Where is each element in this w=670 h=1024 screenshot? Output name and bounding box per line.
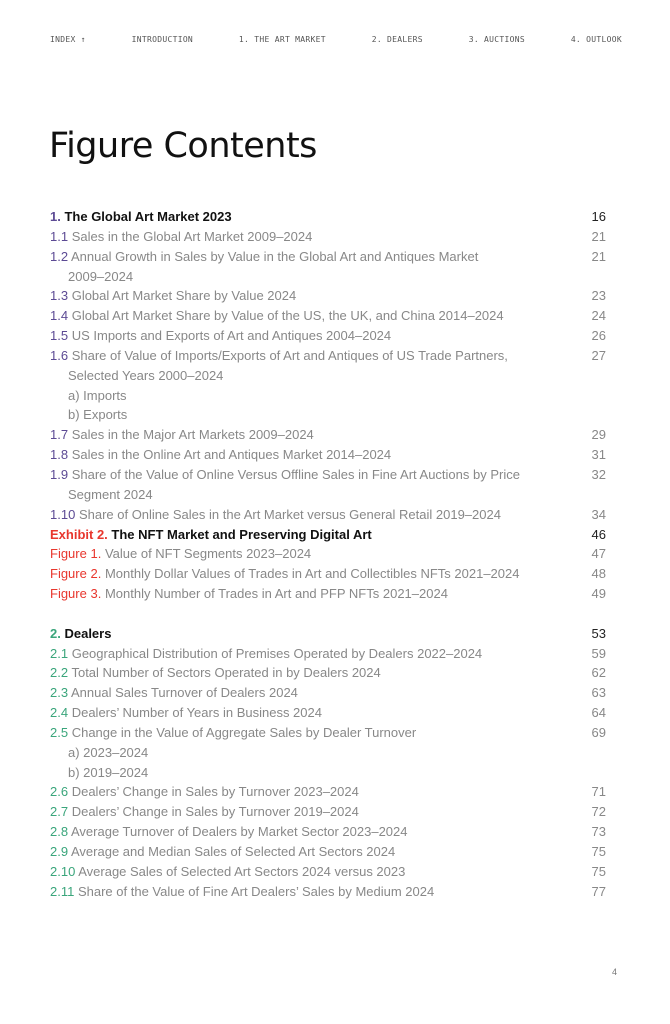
toc-section-1[interactable]	[50, 207, 606, 227]
nav-outlook[interactable]: 4. OUTLOOK	[570, 35, 622, 44]
toc-entry-2-11[interactable]	[50, 882, 606, 902]
toc-label	[50, 465, 586, 485]
toc-label	[50, 782, 586, 802]
toc-label	[50, 584, 586, 604]
nav-index[interactable]: INDEX ↑	[50, 35, 86, 44]
toc-title: Dealers’ Change in Sales by Turnover 2019–2024	[71, 804, 359, 820]
toc-entry-2-2[interactable]	[50, 663, 606, 683]
toc-label	[50, 644, 586, 664]
toc-title: Dealers’ Change in Sales by Turnover 2023–2024	[71, 784, 359, 800]
toc-label	[50, 346, 586, 366]
toc-title: Average Turnover of Dealers by Market Sector 2023–2024	[70, 824, 408, 840]
toc-label	[50, 842, 586, 862]
toc-page: 63	[591, 685, 606, 701]
toc-title: Sales in the Major Art Markets 2009–2024	[71, 427, 314, 443]
toc-title: The NFT Market and Preserving Digital Art	[111, 526, 372, 542]
toc-label	[50, 326, 586, 346]
toc-entry-2-9[interactable]	[50, 842, 606, 862]
toc-number: 2.8	[50, 824, 69, 840]
toc-page: 27	[591, 347, 606, 363]
toc-entry-2-1[interactable]	[50, 644, 606, 664]
page-number: 4	[612, 967, 618, 977]
toc-page: 48	[591, 566, 606, 582]
toc-page: 34	[591, 506, 606, 522]
toc-page: 46	[591, 526, 606, 542]
toc-title: Monthly Number of Trades in Art and PFP NFTs 2021–2024	[104, 586, 448, 602]
toc-label	[50, 306, 586, 326]
toc-entry-1-4[interactable]	[50, 306, 606, 326]
toc-title: Share of Online Sales in the Art Market versus General Retail 2019–2024	[78, 506, 501, 522]
toc-title: Global Art Market Share by Value of the US, the UK, and China 2014–2024	[71, 308, 504, 324]
toc-label	[50, 703, 586, 723]
toc-subitem-2023-2024[interactable]: a) 2023–2024	[68, 744, 149, 760]
toc-number: 2.3	[50, 685, 69, 701]
toc-number: 1.4	[50, 308, 69, 324]
toc-label	[50, 624, 586, 644]
toc-entry-1-10[interactable]	[50, 505, 606, 525]
toc-title: Share of Value of Imports/Exports of Art and Antiques of US Trade Partners,	[71, 347, 508, 363]
toc-number: 2.2	[50, 665, 69, 681]
toc-page: 62	[591, 665, 606, 681]
toc-page: 75	[591, 844, 606, 859]
toc-page: 29	[591, 427, 606, 443]
toc-number: Exhibit 2.	[50, 526, 108, 542]
toc-label	[50, 882, 586, 902]
toc-number: 1.3	[50, 288, 69, 304]
toc-subitem-imports[interactable]: a) Imports	[68, 387, 127, 403]
toc-label	[50, 425, 586, 445]
toc-label	[50, 227, 586, 247]
toc-number: 1.	[50, 209, 61, 224]
toc-title: Average Sales of Selected Art Sectors 2024 versus 2023	[78, 863, 406, 879]
toc-title: US Imports and Exports of Art and Antiques 2004–2024	[71, 328, 392, 344]
toc-section-2[interactable]	[50, 624, 606, 644]
nav-the-art-market[interactable]: 1. THE ART MARKET	[238, 35, 326, 44]
toc-entry-2-10[interactable]	[50, 862, 606, 882]
toc-figure-1[interactable]	[50, 544, 606, 564]
toc-exhibit-2[interactable]	[50, 525, 606, 545]
toc-label	[50, 247, 586, 267]
toc-page: 53	[591, 625, 606, 641]
nav-auctions[interactable]: 3. AUCTIONS	[468, 35, 525, 44]
section-gap	[50, 604, 606, 624]
toc-label	[50, 544, 586, 564]
toc-title: Monthly Dollar Values of Trades in Art and Collectibles NFTs 2021–2024	[104, 566, 520, 582]
toc-number: 1.8	[50, 447, 69, 463]
toc-page: 23	[591, 288, 606, 304]
toc-label	[50, 683, 586, 703]
toc-entry-2-5[interactable]	[50, 723, 606, 743]
toc-entry-1-2[interactable]	[50, 247, 606, 267]
toc-page: 69	[591, 724, 606, 740]
toc-label	[50, 207, 586, 227]
figure-contents-list	[50, 207, 606, 902]
nav-introduction[interactable]: INTRODUCTION	[131, 35, 194, 44]
toc-number: Figure 3.	[50, 586, 102, 602]
toc-number: 1.2	[50, 248, 69, 264]
toc-page: 47	[591, 546, 606, 562]
toc-number: 2.5	[50, 724, 69, 740]
toc-label	[50, 445, 586, 465]
toc-label	[50, 525, 586, 545]
toc-title: Annual Sales Turnover of Dealers 2024	[70, 685, 298, 701]
toc-figure-2[interactable]	[50, 564, 606, 584]
toc-page: 64	[591, 705, 606, 721]
toc-entry-2-7[interactable]	[50, 802, 606, 822]
toc-entry-2-8[interactable]	[50, 822, 606, 842]
toc-page: 32	[591, 466, 606, 482]
toc-number: 1.6	[50, 347, 69, 363]
toc-title: Annual Growth in Sales by Value in the Global Art and Antiques Market	[70, 248, 479, 264]
toc-number: 2.6	[50, 784, 69, 800]
toc-subitem-exports[interactable]: b) Exports	[68, 407, 128, 423]
toc-number: Figure 1.	[50, 546, 102, 562]
toc-label	[50, 862, 586, 882]
toc-title: Global Art Market Share by Value 2024	[71, 288, 297, 304]
toc-label	[50, 505, 586, 525]
toc-title: Average and Median Sales of Selected Art Sectors 2024	[70, 844, 396, 859]
toc-entry-1-1[interactable]	[50, 227, 606, 247]
toc-label	[50, 564, 586, 584]
toc-label	[50, 723, 586, 743]
top-navigation	[50, 35, 622, 44]
toc-entry-2-4[interactable]	[50, 703, 606, 723]
nav-dealers[interactable]: 2. DEALERS	[371, 35, 423, 44]
toc-number: 2.1	[50, 645, 69, 661]
toc-page: 73	[591, 824, 606, 840]
toc-title: Sales in the Global Art Market 2009–2024	[71, 228, 313, 244]
toc-page: 59	[591, 645, 606, 661]
toc-title: Dealers’ Number of Years in Business 2024	[71, 705, 322, 721]
toc-figure-3[interactable]	[50, 584, 606, 604]
toc-title: Dealers	[64, 625, 112, 641]
toc-continuation: Segment 2024	[68, 486, 153, 502]
toc-page: 71	[591, 784, 606, 800]
toc-title: Share of the Value of Online Versus Offline Sales in Fine Art Auctions by Price	[71, 466, 520, 482]
toc-label	[50, 802, 586, 822]
toc-number: 2.11	[50, 883, 75, 899]
toc-number: 1.9	[50, 466, 69, 482]
toc-number: 1.1	[50, 228, 69, 244]
toc-page: 31	[591, 447, 606, 463]
toc-number: 1.10	[50, 506, 76, 522]
toc-continuation: 2009–2024	[68, 268, 134, 284]
toc-title: Geographical Distribution of Premises Operated by Dealers 2022–2024	[71, 645, 483, 661]
toc-entry-1-7[interactable]	[50, 425, 606, 445]
toc-number: 2.	[50, 625, 61, 641]
toc-page: 72	[591, 804, 606, 820]
toc-label	[50, 822, 586, 842]
toc-entry-1-8[interactable]	[50, 445, 606, 465]
toc-number: 2.10	[50, 863, 76, 879]
toc-entry-1-3[interactable]	[50, 286, 606, 306]
toc-entry-1-5[interactable]	[50, 326, 606, 346]
toc-title: Share of the Value of Fine Art Dealers’ Sales by Medium 2024	[77, 883, 435, 899]
page-title: Figure Contents	[49, 126, 317, 166]
toc-page: 26	[591, 328, 606, 344]
toc-label	[50, 663, 586, 683]
toc-title: Sales in the Online Art and Antiques Market 2014–2024	[71, 447, 392, 463]
toc-number: 2.7	[50, 804, 69, 820]
toc-page: 21	[591, 228, 606, 244]
toc-entry-2-3[interactable]	[50, 683, 606, 703]
toc-title: Value of NFT Segments 2023–2024	[104, 546, 312, 562]
toc-title: Change in the Value of Aggregate Sales by Dealer Turnover	[71, 724, 417, 740]
toc-page: 16	[591, 209, 606, 224]
toc-title: Total Number of Sectors Operated in by Dealers 2024	[71, 665, 381, 681]
toc-number: 1.7	[50, 427, 69, 443]
toc-title: The Global Art Market 2023	[64, 209, 232, 224]
toc-label	[50, 286, 586, 306]
toc-page: 24	[591, 308, 606, 324]
toc-page: 77	[591, 883, 606, 899]
toc-page: 21	[591, 248, 606, 264]
toc-page: 75	[591, 863, 606, 879]
toc-entry-2-6[interactable]	[50, 782, 606, 802]
toc-entry-1-6[interactable]	[50, 346, 606, 366]
toc-number: 2.4	[50, 705, 69, 721]
toc-entry-1-9[interactable]	[50, 465, 606, 485]
toc-number: 2.9	[50, 844, 69, 859]
toc-continuation: Selected Years 2000–2024	[68, 367, 224, 383]
toc-number: Figure 2.	[50, 566, 102, 582]
toc-page: 49	[591, 586, 606, 602]
toc-subitem-2019-2024[interactable]: b) 2019–2024	[68, 764, 149, 780]
toc-number: 1.5	[50, 328, 69, 344]
